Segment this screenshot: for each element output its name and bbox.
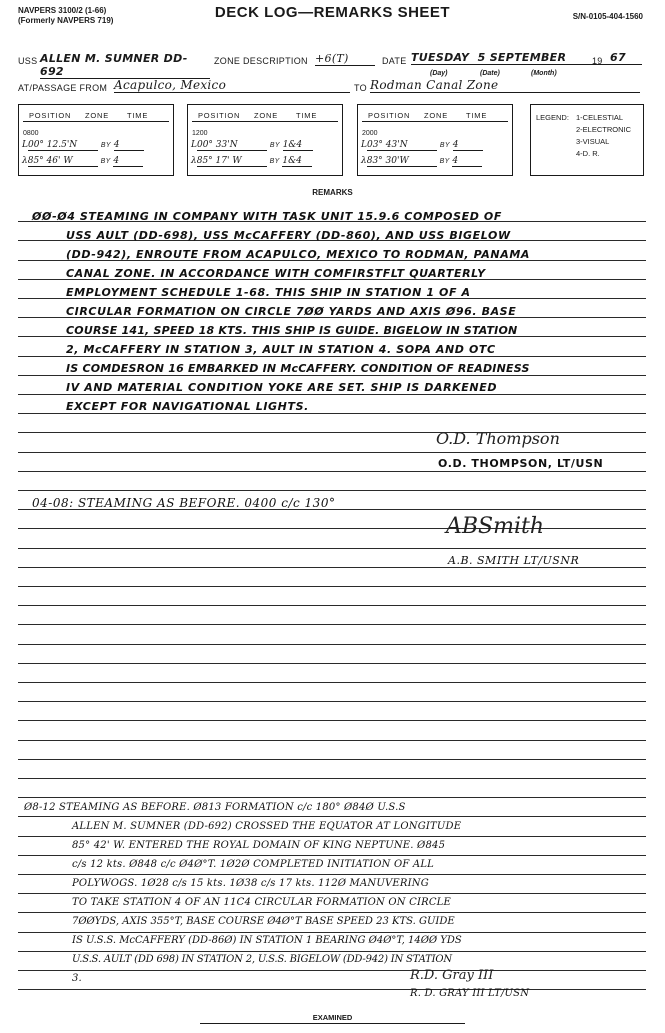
position-latitude: L03° 43'N BY 4 xyxy=(361,140,483,151)
ruled-line xyxy=(18,836,646,837)
ruled-line xyxy=(18,701,646,702)
ruled-line xyxy=(18,759,646,760)
ruled-line xyxy=(18,932,646,933)
month-value: SEPTEMBER xyxy=(489,51,567,64)
entry-line: 7ØØYDS, AXIS 355°T, BASE COURSE Ø4Ø°T BASE SPEED 23 KTS. GUIDE xyxy=(72,916,455,927)
ruled-line xyxy=(18,893,646,894)
examined-label: EXAMINED xyxy=(312,1013,353,1022)
position-legend xyxy=(530,104,644,176)
ruled-line xyxy=(18,586,646,587)
ruled-line xyxy=(18,740,646,741)
ruled-line xyxy=(18,989,646,990)
to-label: TO xyxy=(354,83,367,93)
entry-line: IS U.S.S. McCAFFERY (DD-86Ø) IN STATION 1 BEARING Ø4Ø°T, 14ØØ YDS xyxy=(72,935,462,946)
passage-label: AT/PASSAGE FROM xyxy=(18,83,108,93)
legend-item: 4-D. R. xyxy=(576,149,600,158)
signature-gray: R.D. Gray III xyxy=(410,968,494,983)
page-title: DECK LOG—REMARKS SHEET xyxy=(214,4,451,21)
header-divider xyxy=(23,121,169,122)
entry-line: 04-08: STEAMING AS BEFORE. 0400 c/c 130° xyxy=(32,496,336,510)
year-prefix: 19 xyxy=(592,56,603,66)
entry-line: (DD-942), ENROUTE FROM ACAPULCO, MEXICO TO RODMAN, PANAMA xyxy=(66,248,530,261)
ruled-line xyxy=(18,855,646,856)
entry-line: Ø8-12 STEAMING AS BEFORE. Ø813 FORMATION c/c 180° Ø84Ø U.S.S xyxy=(24,802,406,813)
passage-to: Rodman Canal Zone xyxy=(370,78,640,93)
legend-title: LEGEND: xyxy=(536,113,569,122)
position-longitude: λ83° 30'W BY 4 xyxy=(361,156,482,167)
year-value: 67 xyxy=(610,51,642,65)
ruled-line xyxy=(18,663,646,664)
examined-line xyxy=(200,1023,465,1024)
signature-thompson: O.D. Thompson xyxy=(436,429,560,448)
legend-item: 1-CELESTIAL xyxy=(576,113,624,122)
month-caption: (Month) xyxy=(531,70,557,77)
ruled-line xyxy=(18,471,646,472)
ruled-line xyxy=(18,548,646,549)
entry-line: ØØ-Ø4 STEAMING IN COMPANY WITH TASK UNIT 15.9.6 COMPOSED OF xyxy=(32,210,502,223)
entry-line: CIRCULAR FORMATION ON CIRCLE 7ØØ YARDS AND AXIS Ø96. BASE xyxy=(66,305,517,318)
zone-value: +6(T) xyxy=(315,52,375,66)
date-caption: (Date) xyxy=(480,70,500,77)
signature-smith: ABSmith xyxy=(446,514,545,539)
entry-line: ALLEN M. SUMNER (DD-692) CROSSED THE EQUATOR AT LONGITUDE xyxy=(72,821,462,832)
ruled-line xyxy=(18,797,646,798)
ruled-line xyxy=(18,970,646,971)
officer-name: A.B. SMITH LT/USNR xyxy=(448,554,580,567)
date-field xyxy=(411,51,621,65)
entry-line: POLYWOGS. 1Ø28 c/s 15 kts. 1Ø38 c/s 17 kts. 112Ø MANUVERING xyxy=(72,878,429,889)
date-label: DATE xyxy=(382,56,407,66)
position-box-1200: POSITION ZONE TIME 1200 L00° 33'N BY 1&4 λ85° 17' W BY 1&4 xyxy=(187,104,343,176)
uss-label: USS xyxy=(18,56,38,66)
entry-line: 85° 42' W. ENTERED THE ROYAL DOMAIN OF KING NEPTUNE. Ø845 xyxy=(72,840,446,851)
entry-line: IV AND MATERIAL CONDITION YOKE ARE SET. SHIP IS DARKENED xyxy=(66,381,498,394)
position-longitude: λ85° 46' W BY 4 xyxy=(22,156,143,167)
passage-line xyxy=(18,78,643,97)
header-divider xyxy=(362,121,508,122)
form-formerly: (Formerly NAVPERS 719) xyxy=(18,16,114,25)
ship-name: ALLEN M. SUMNER DD-692 xyxy=(40,52,210,79)
date-value: 5 xyxy=(477,51,486,64)
ruled-line xyxy=(18,490,646,491)
entry-line: EXCEPT FOR NAVIGATIONAL LIGHTS. xyxy=(66,400,309,413)
ruled-line xyxy=(18,778,646,779)
ruled-line xyxy=(18,452,646,453)
officer-name: O.D. THOMPSON, LT/USN xyxy=(438,457,604,470)
entry-line: CANAL ZONE. IN ACCORDANCE WITH COMFIRSTFLT QUARTERLY xyxy=(66,267,486,280)
entry-line: c/s 12 kts. Ø848 c/c Ø4Ø°T. 1Ø2Ø COMPLETED INITIATION OF ALL xyxy=(72,859,435,870)
day-value: TUESDAY xyxy=(411,51,470,64)
ruled-line xyxy=(18,951,646,952)
entry-line: USS AULT (DD-698), USS McCAFFERY (DD-860), AND USS BIGELOW xyxy=(66,229,511,242)
position-time: 0800 xyxy=(23,130,39,137)
remarks-ruled-area xyxy=(18,202,646,1007)
header-divider xyxy=(192,121,338,122)
ruled-line xyxy=(18,624,646,625)
legend-item: 3-VISUAL xyxy=(576,137,610,146)
legend-item: 2-ELECTRONIC xyxy=(576,125,632,134)
ruled-line xyxy=(18,816,646,817)
position-time: 2000 xyxy=(362,130,378,137)
ruled-line xyxy=(18,682,646,683)
form-id: NAVPERS 3100/2 (1-66) xyxy=(18,6,107,15)
entry-line: U.S.S. AULT (DD 698) IN STATION 2, U.S.S. BIGELOW (DD-942) IN STATION xyxy=(72,954,452,965)
position-box-0800: POSITION ZONE TIME 0800 L00° 12.5'N BY 4 λ85° 46' W BY 4 xyxy=(18,104,174,176)
ruled-line xyxy=(18,644,646,645)
ruled-line xyxy=(18,605,646,606)
entry-line: 2, McCAFFERY IN STATION 3, AULT IN STATION 4. SOPA AND OTC xyxy=(66,343,496,356)
entry-line: IS COMDESRON 16 EMBARKED IN McCAFFERY. CONDITION OF READINESS xyxy=(66,362,530,375)
entry-line: 3. xyxy=(72,973,82,984)
zone-label: ZONE DESCRIPTION xyxy=(214,56,308,66)
ruled-line xyxy=(18,912,646,913)
position-latitude: L00° 33'N BY 1&4 xyxy=(191,140,313,151)
entry-line: COURSE 141, SPEED 18 KTS. THIS SHIP IS GUIDE. BIGELOW IN STATION xyxy=(66,324,518,337)
officer-name: R. D. GRAY III LT/USN xyxy=(410,988,530,999)
entry-line: TO TAKE STATION 4 OF AN 11C4 CIRCULAR FORMATION ON CIRCLE xyxy=(72,897,452,908)
passage-from: Acapulco, Mexico xyxy=(114,78,350,93)
ruled-line xyxy=(18,394,646,395)
position-box-2000: POSITION ZONE TIME 2000 L03° 43'N BY 4 λ83° 30'W BY 4 xyxy=(357,104,513,176)
entry-line: EMPLOYMENT SCHEDULE 1-68. THIS SHIP IN STATION 1 OF A xyxy=(66,286,471,299)
ruled-line xyxy=(18,413,646,414)
stock-number: S/N-0105-404-1560 xyxy=(572,12,643,21)
remarks-label: REMARKS xyxy=(312,188,353,197)
position-longitude: λ85° 17' W BY 1&4 xyxy=(191,156,312,167)
day-caption: (Day) xyxy=(430,70,448,77)
position-time: 1200 xyxy=(192,130,208,137)
ruled-line xyxy=(18,874,646,875)
position-latitude: L00° 12.5'N BY 4 xyxy=(22,140,144,151)
ruled-line xyxy=(18,720,646,721)
ruled-line xyxy=(18,528,646,529)
